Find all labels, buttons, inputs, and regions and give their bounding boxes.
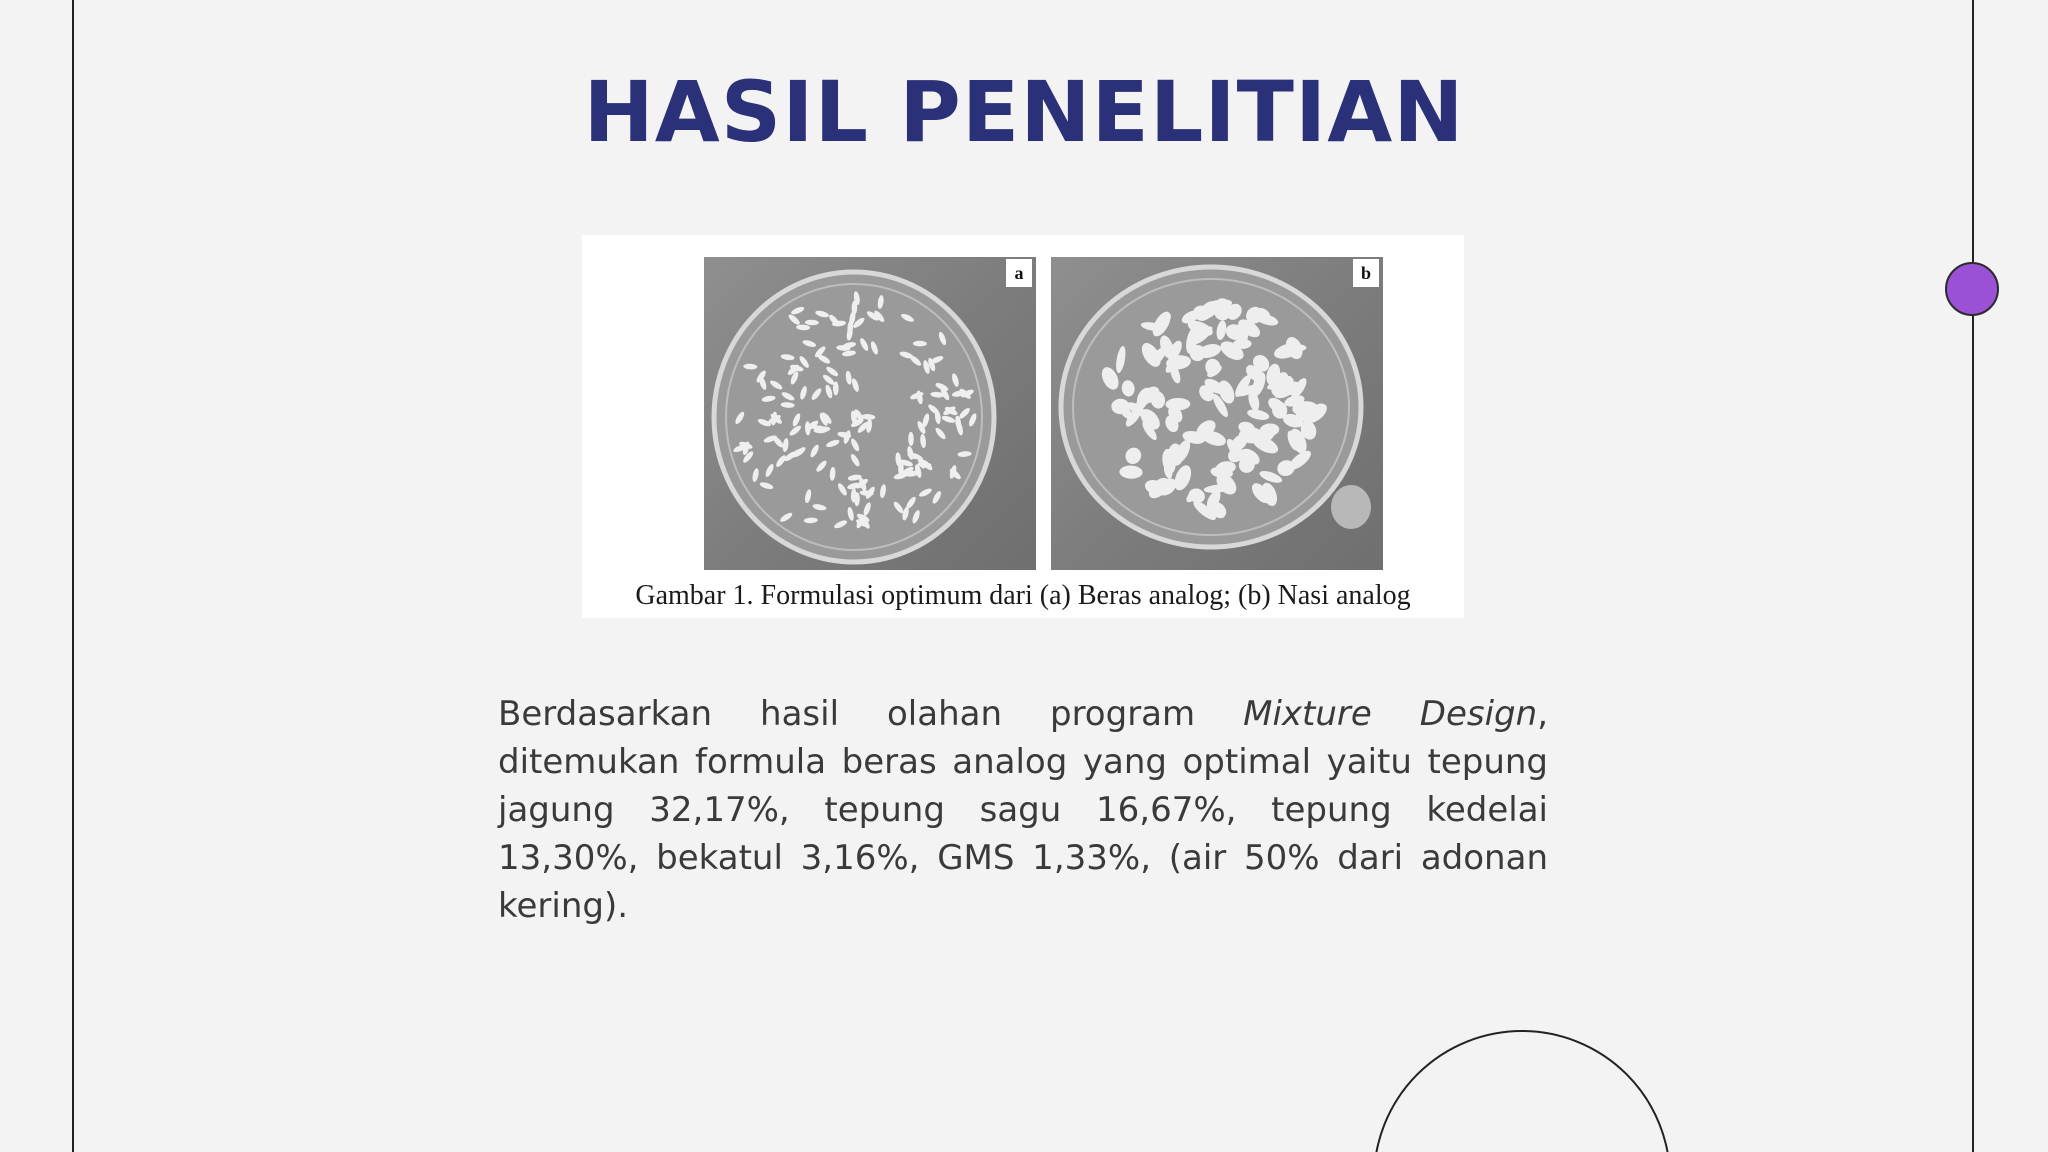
- panel-label-b: b: [1353, 259, 1379, 287]
- figure-panel-b: [1051, 257, 1383, 570]
- petri-dish-rice-illustration: [704, 257, 1036, 570]
- right-border-line: [1972, 0, 1974, 1152]
- paragraph-italic-term: Mixture Design: [1243, 694, 1538, 734]
- panel-label-a: a: [1006, 259, 1032, 287]
- paragraph-text-start: Berdasarkan hasil olahan program: [498, 694, 1244, 734]
- left-border-line: [72, 0, 74, 1152]
- decorative-circle: [1373, 1030, 1671, 1152]
- page-title: HASIL PENELITIAN: [583, 63, 1465, 161]
- result-paragraph: [498, 690, 1548, 930]
- accent-dot: [1945, 262, 1999, 316]
- figure-caption: Gambar 1. Formulasi optimum dari (a) Beras analog; (b) Nasi analog: [635, 580, 1411, 611]
- petri-dish-cooked-rice-illustration: [1051, 257, 1383, 570]
- paragraph-text-end: , ditemukan formula beras analog yang optimal yaitu tepung jagung 32,17%, tepung sagu 16,67%, tepung kedelai 13,30%, bekatul 3,16%, GMS 1,33%, (air 50% dari adonan kering).: [498, 694, 1548, 926]
- figure-panel-a: [704, 257, 1036, 570]
- figure-image: [582, 235, 1464, 618]
